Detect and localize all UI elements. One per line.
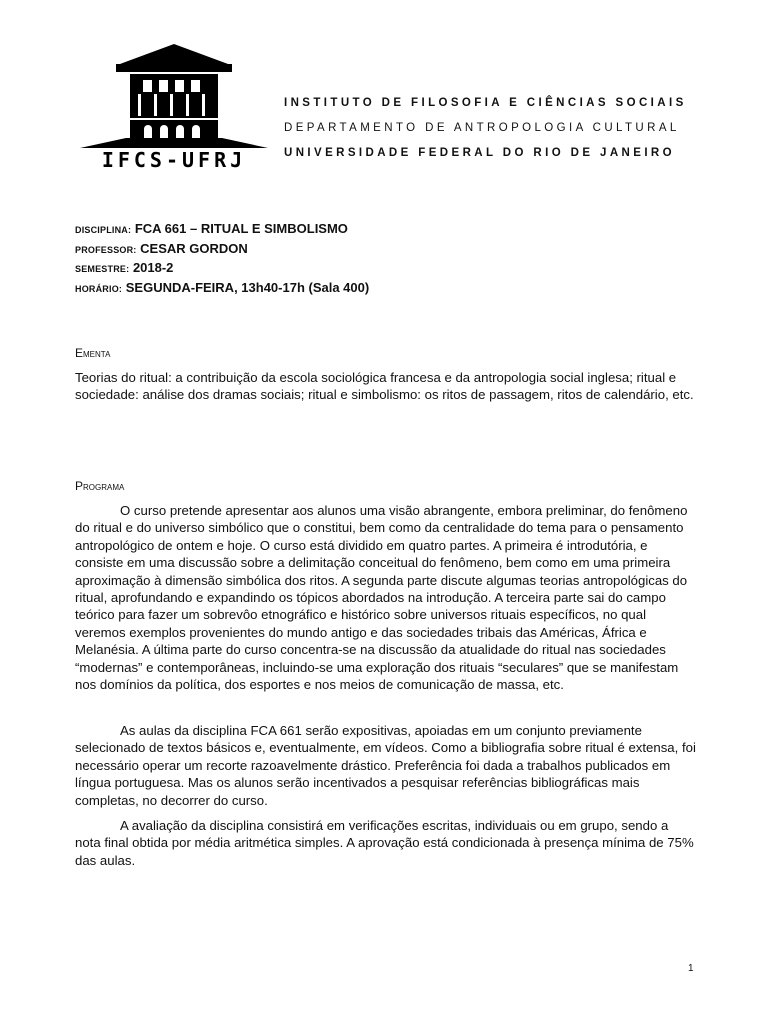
programa-paragraph-1: O curso pretende apresentar aos alunos uma visão abrangente, embora preliminar, do fenômeno do ritual e do universo simbólico que o constitui, bem como da centralidade do tema para o pensamento antropológico de ontem e hoje. O curso está dividido em quatro partes. A primeira é introdutória, e consiste em uma discussão sobre a delimitação conceitual do fenômeno, bem como em uma primeira aproximação à dimensão simbólica dos ritos. A segunda parte discute algumas teorias antropológicas do ritual, aprofundando e expandindo os tópicos abordados na introdução. A terceira parte sai do campo teórico para fazer um sobrevôo etnográfico e histórico sobre universos rituais específicos, no qual veremos exemplos provenientes do mundo antigo e das sociedades tribais das Américas, África e Melanésia. A última parte do curso concentra-se na discussão da atualidade do ritual nas sociedades “modernas” e contemporâneas, incluindo-se uma exploração dos rituais “seculares” que se manifestam nos domínios da política, dos esportes e nos meios de comunicação de massa, etc. <box>75 503 688 693</box>
semester-row <box>75 259 369 279</box>
discipline-value: FCA 661 – RITUAL E SIMBOLISMO <box>134 221 348 236</box>
schedule-value: SEGUNDA-FEIRA, 13h40-17h (Sala 400) <box>125 279 370 295</box>
professor-label: PROFESSOR: <box>75 244 137 255</box>
ementa-text: Teorias do ritual: a contribuição da escola sociológica francesa e da antropologia social inglesa; ritual e sociedade: análise dos dramas sociais; ritual e simbolismo: os ritos de passagem, ritos de calendário, etc. <box>75 370 694 403</box>
course-info <box>75 220 369 298</box>
institute-name: INSTITUTO DE FILOSOFIA E CIÊNCIAS SOCIAIS <box>284 97 687 109</box>
schedule-row <box>75 279 369 299</box>
ementa-title: Ementa <box>75 346 111 360</box>
university-name: UNIVERSIDADE FEDERAL DO RIO DE JANEIRO <box>284 147 675 159</box>
programa-paragraph-2: As aulas da disciplina FCA 661 serão expositivas, apoiadas em um conjunto previamente selecionado de textos básicos e, eventualmente, em vídeos. Como a bibliografia sobre ritual é extensa, foi necessário operar um recorte razoavelmente drástico. Preferência foi dada a trabalhos publicados em língua portuguesa. Mas os alunos serão incentivados a pesquisar referências bibliográficas mais completas, no decorrer do curso. <box>75 723 696 808</box>
logo-text: IFCS-UFRJ <box>101 148 247 172</box>
semester-label: SEMESTRE: <box>75 264 130 274</box>
professor-row <box>75 240 369 260</box>
page-number: 1 <box>688 963 694 974</box>
programa-title: Programa <box>75 479 125 493</box>
ifcs-ufrj-logo <box>70 40 270 175</box>
discipline-label: DISCIPLINA: <box>75 225 132 235</box>
professor-value: CESAR GORDON <box>140 240 248 256</box>
institution-block <box>284 94 724 169</box>
discipline-row <box>75 220 369 240</box>
programa-paragraph-3: A avaliação da disciplina consistirá em verificações escritas, individuais ou em grupo, sendo a nota final obtida por média aritmética simples. A aprovação está condicionada à presença mínima de 75% das aulas. <box>75 818 694 868</box>
department-name: DEPARTAMENTO DE ANTROPOLOGIA CULTURAL <box>284 122 680 134</box>
semester-value: 2018-2 <box>132 260 174 275</box>
schedule-label: HORÁRIO: <box>75 283 123 294</box>
